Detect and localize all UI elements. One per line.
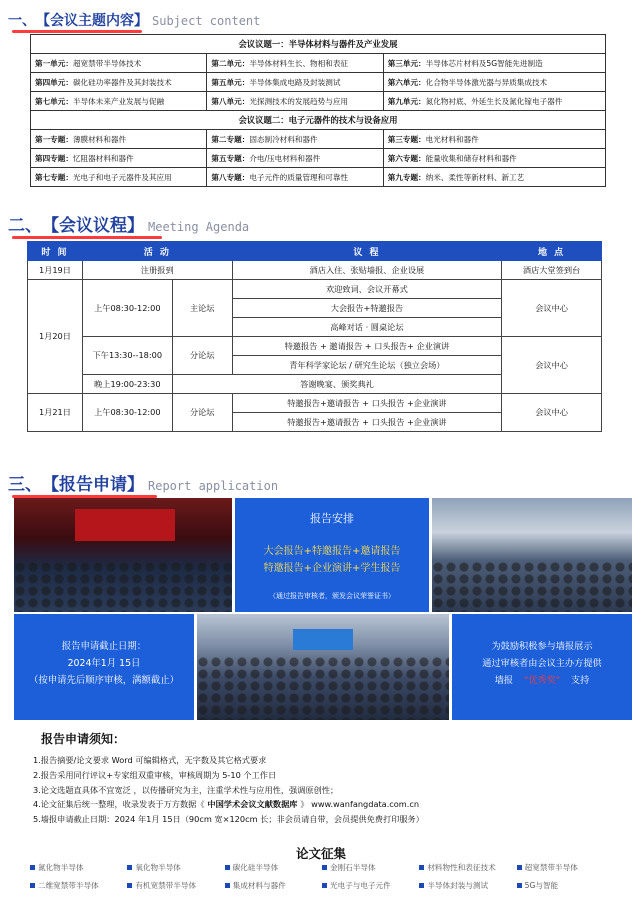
wanfang-link[interactable]: 》 www.wanfangdata.com.cn: [300, 799, 420, 810]
list-item: 碳化硅半导体: [225, 860, 318, 874]
bullet-icon: [225, 865, 230, 870]
list-item: 半导体封装与测试: [419, 878, 512, 892]
table-row: 高峰对话 · 圆桌论坛: [28, 318, 602, 337]
note-line-1: 1.报告摘要/论文要求 Word 可编辑格式，无字数及其它格式要求: [33, 755, 267, 765]
arrangement-line-2: 特邀报告+企业演讲+学生报告: [263, 563, 401, 574]
table-row: 第四专题：忆阻器材料和器件 第五专题：介电/压电材料和器件 第六专题：能量收集和储存材料和器件: [31, 149, 606, 168]
list-item: 氮化物半导体: [30, 860, 123, 874]
deadline-label: 报告申请截止日期：: [61, 641, 147, 652]
section-2-en: Meeting Agenda: [148, 220, 250, 234]
col-place: 地 点: [502, 242, 602, 261]
table-row: 1月21日 上午08:30-12:00 分论坛 特邀报告+邀请报告 + 口头报告 +企业演讲 会议中心: [28, 394, 602, 413]
bullet-icon: [127, 865, 132, 870]
poster-line-3c: 支持: [570, 675, 590, 686]
agenda-header-row: [28, 242, 602, 261]
arrangement-note: （通过报告审核者，颁发会议荣誉证书）: [269, 592, 395, 600]
section-1-en: Subject content: [152, 14, 261, 28]
table-row: 晚上19:00-23:30 答谢晚宴、颁奖典礼: [28, 375, 602, 394]
table-row: 第一单元：超宽禁带半导体技术 第二单元：半导体材料生长、物相和表征 第三单元：半导体芯片材料及5G智能先进制造: [31, 54, 606, 73]
bullet-icon: [322, 883, 327, 888]
poster-line-3a: 墙报: [494, 675, 514, 686]
topic-2-header: 会议议题二：电子元器件的技术与设备应用: [31, 111, 606, 130]
section-1-title: 【会议主题内容】: [36, 13, 148, 29]
poster-line-2: 通过审核者由会议主办方提供: [482, 658, 602, 669]
report-collage: [14, 498, 632, 720]
bullet-icon: [30, 883, 35, 888]
col-agenda: 议 程: [232, 242, 502, 261]
list-item: 超宽禁带半导体: [517, 860, 610, 874]
bullet-icon: [127, 883, 132, 888]
section-3-title: 【报告申请】: [42, 475, 144, 495]
poster-line-1: 为鼓励积极参与墙报展示: [491, 641, 593, 652]
list-item: 集成材料与器件: [225, 878, 318, 892]
bullet-icon: [225, 883, 230, 888]
section-2-number: 二、: [8, 216, 42, 236]
list-item: 材料物性和表征技术: [419, 860, 512, 874]
note-line-5: 5.墙报申请截止日期：2024 年1月 15日（90cm 宽×120cm 长；非会员请自带，会员提供免费打印服务）: [33, 814, 424, 825]
section-1-heading: [8, 10, 260, 30]
call-for-papers-title: 论文征集: [295, 846, 346, 861]
list-item: 有机宽禁带半导体: [127, 878, 220, 892]
table-row: 大会报告+特邀报告: [28, 299, 602, 318]
section-1-underline: [12, 30, 142, 33]
deadline-date: 2024年1月 15日: [67, 658, 141, 669]
audience-photo: [197, 614, 449, 720]
list-item: 氧化物半导体: [127, 860, 220, 874]
note-line-2: 2.报告采用同行评议+专家组双重审核，审核周期为 5-10 个工作日: [33, 769, 277, 780]
application-notes: [33, 730, 613, 827]
poster-panel: [452, 614, 632, 720]
report-arrangement-panel: [235, 498, 429, 612]
list-item: 金刚石半导体: [322, 860, 415, 874]
note-line-4: 4.论文征集后统一整理，收录发表于万方数据《 中国学术会议文献数据库 》 www.wanfangdata.com.cn: [33, 799, 420, 810]
list-item: 5G与智能: [517, 878, 610, 892]
table-row: 第一专题：薄膜材料和器件 第二专题：固态制冷材料和器件 第三专题：电光材料和器件: [31, 130, 606, 149]
table-row: 下午13:30--18:00 分论坛 特邀报告 + 邀请报告 + 口头报告+ 企业演讲 会议中心: [28, 337, 602, 356]
arrangement-line-1: 大会报告+特邀报告+邀请报告: [263, 546, 401, 557]
topic-1-header: 会议议题一：半导体材料与器件及产业发展: [31, 35, 606, 54]
call-for-papers-list: [30, 860, 610, 892]
table-row: 青年科学家论坛 / 研究生论坛（独立会场）: [28, 356, 602, 375]
conference-stage-photo: [14, 498, 232, 612]
table-row: 1月19日 注册报到 酒店入住、张贴墙报、企业设展 酒店大堂签到台: [28, 261, 602, 280]
note-line-3: 3.论文选题直具体不宜宽泛 ，以传播研究为主，注重学术性与应用性，强调原创性；: [33, 784, 339, 795]
bullet-icon: [419, 865, 424, 870]
col-activity: 活 动: [82, 242, 232, 261]
bullet-icon: [517, 865, 522, 870]
poster-award: "优秀奖": [523, 675, 560, 686]
bullet-icon: [517, 883, 522, 888]
notes-title: 报告申请须知：: [41, 732, 126, 746]
table-row: 第七单元：半导体未来产业发展与促融 第八单元：光探测技术的发展趋势与应用 第九单元：氮化物衬底、外延生长及氮化镓电子器件: [31, 92, 606, 111]
section-2-underline: [12, 236, 162, 239]
section-1-number: 一、: [8, 13, 36, 29]
section-3-heading: [8, 470, 278, 495]
arrangement-title: 报告安排: [310, 512, 354, 525]
table-row: 第七专题：光电子和电子元器件及其应用 第八专题：电子元件的质量管理和可靠性 第九专题：纳米、柔性等新材料、新工艺: [31, 168, 606, 187]
conference-hall-photo: [432, 498, 632, 612]
bullet-icon: [322, 865, 327, 870]
deadline-note: （按申请先后顺序审核，满额截止）: [28, 675, 179, 686]
table-row: 特邀报告+邀请报告 + 口头报告 +企业演讲: [28, 413, 602, 432]
table-row: 第四单元：碳化硅功率器件及其封装技术 第五单元：半导体集成电路及封装测试 第六单元：化合物半导体激光器与异质集成技术: [31, 73, 606, 92]
section-3-number: 三、: [8, 475, 42, 495]
section-2-heading: [8, 211, 249, 236]
section-3-en: Report application: [148, 479, 279, 493]
bullet-icon: [419, 883, 424, 888]
topics-table: [30, 34, 606, 187]
database-name: 中国学术会议文献数据库: [204, 799, 301, 810]
bullet-icon: [30, 865, 35, 870]
section-2-title: 【会议议程】: [42, 216, 144, 236]
list-item: 光电子与电子元件: [322, 878, 415, 892]
col-time: 时 间: [28, 242, 83, 261]
list-item: 二维宽禁带半导体: [30, 878, 123, 892]
deadline-panel: [14, 614, 194, 720]
agenda-table: [27, 241, 602, 432]
table-row: 1月20日 上午08:30-12:00 主论坛 欢迎致词、会议开幕式 会议中心: [28, 280, 602, 299]
